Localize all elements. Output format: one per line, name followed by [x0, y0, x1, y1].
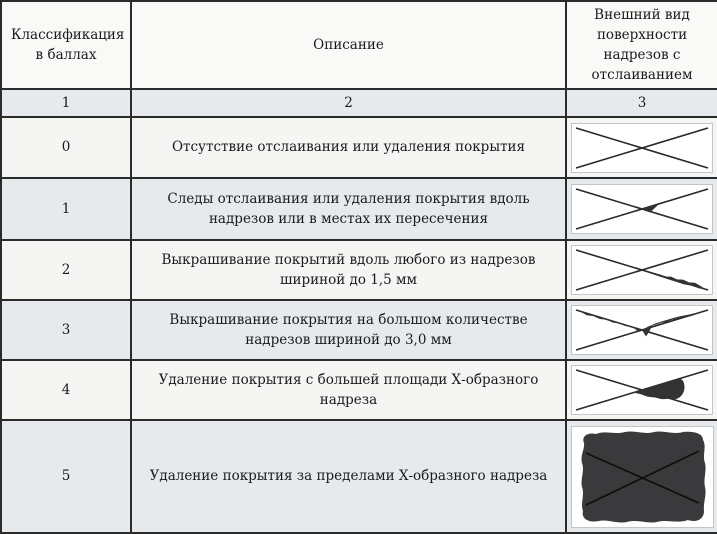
- description-cell: [131, 360, 566, 420]
- description-cell: [131, 117, 566, 178]
- table-row: [1, 117, 717, 178]
- grade-cell: 0: [1, 117, 131, 178]
- figure-cell: [566, 240, 717, 300]
- description-cell: [131, 420, 566, 533]
- x-cut-figure: [572, 246, 712, 294]
- x-cut-figure: [572, 306, 712, 354]
- x-cut-grade-3-image: [571, 305, 713, 355]
- column-number-1: 1: [1, 89, 131, 117]
- figure-cell: [566, 117, 717, 178]
- table-row: [1, 178, 717, 240]
- description-text: Следы отслаивания или удаления покрытия вдоль надрезов или в местах их пересечения: [167, 190, 530, 227]
- description-cell: [131, 178, 566, 240]
- description-cell: [131, 300, 566, 360]
- grade-cell: 4: [1, 360, 131, 420]
- column-number-3: 3: [566, 89, 717, 117]
- description-text: Отсутствие отслаивания или удаления покрытия: [171, 139, 526, 156]
- figure-cell: [566, 420, 717, 533]
- header-classification: [1, 1, 131, 89]
- header-appearance: [566, 1, 717, 89]
- x-cut-grade-5-image: [571, 426, 714, 528]
- header-classification-label: Классификация в баллах: [11, 26, 125, 63]
- header-description: [131, 1, 566, 89]
- figure-cell: [566, 300, 717, 360]
- x-cut-grade-0-image: [571, 123, 713, 173]
- grade-cell: 3: [1, 300, 131, 360]
- header-description-label: Описание: [313, 36, 384, 53]
- description-cell: [131, 240, 566, 300]
- description-text: Удаление покрытия с большей площади Х-образного надреза: [158, 371, 539, 408]
- figure-cell: [566, 360, 717, 420]
- table-row: [1, 240, 717, 300]
- description-text: Выкрашивание покрытий вдоль любого из надрезов шириной до 1,5 мм: [161, 251, 536, 288]
- peeling-blob: [580, 311, 642, 331]
- x-cut-figure: [572, 366, 712, 414]
- description-text: Удаление покрытия за пределами Х-образного надреза: [149, 468, 548, 485]
- column-number-row: [1, 89, 717, 117]
- description-text: Выкрашивание покрытия на большом количестве надрезов шириной до 3,0 мм: [169, 311, 528, 348]
- x-cut-grade-4-image: [571, 365, 713, 415]
- x-cut-figure: [572, 124, 712, 172]
- table-row: [1, 300, 717, 360]
- column-number-2: 2: [131, 89, 566, 117]
- x-cut-grade-1-image: [571, 184, 713, 234]
- grade-cell: 5: [1, 420, 131, 533]
- x-cut-figure: [572, 185, 712, 233]
- grade-cell: 2: [1, 240, 131, 300]
- x-cut-figure: [572, 427, 713, 527]
- x-cut-grade-2-image: [571, 245, 713, 295]
- grade-cell: 1: [1, 178, 131, 240]
- header-row: [1, 1, 717, 89]
- figure-cell: [566, 178, 717, 240]
- table-row: [1, 420, 717, 533]
- table-row: [1, 360, 717, 420]
- header-appearance-label: Внешний вид поверхности надрезов с отслаиванием: [591, 6, 693, 84]
